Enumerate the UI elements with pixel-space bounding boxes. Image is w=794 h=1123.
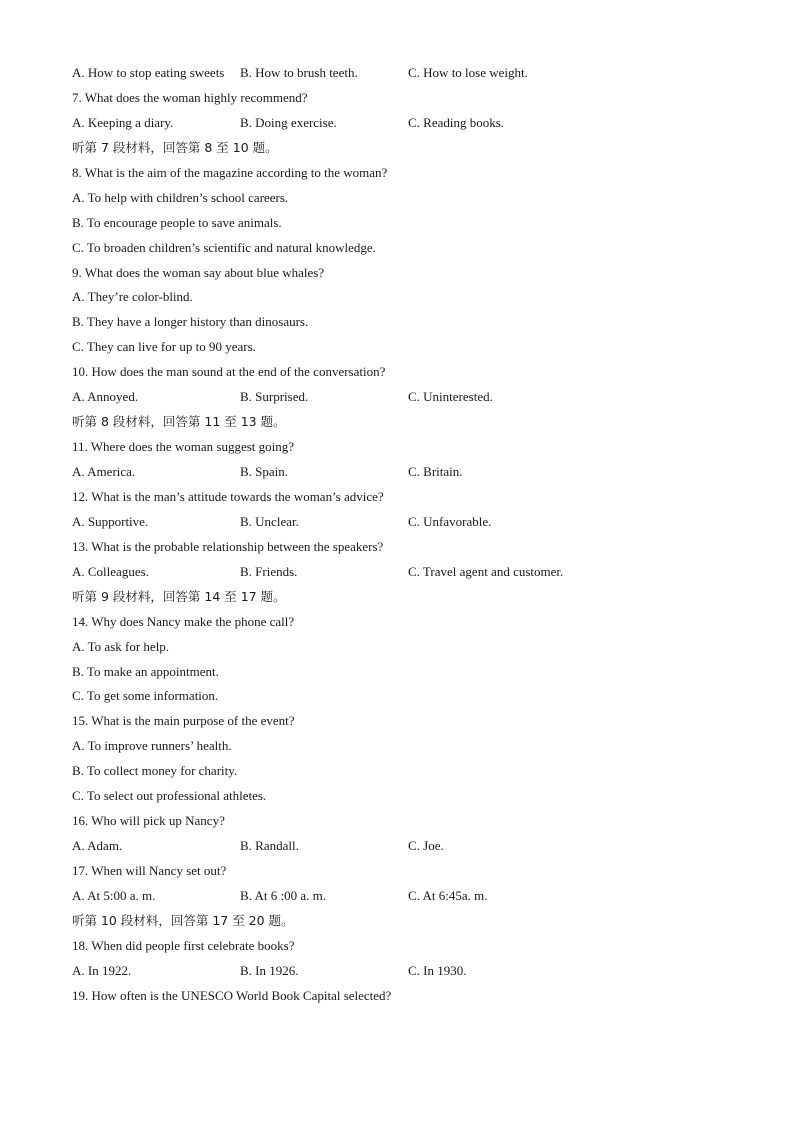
answer-options-row (72, 959, 722, 984)
question-line: A. To help with children’s school careers. (72, 189, 289, 205)
answer-options-row (72, 61, 722, 86)
question-line: B. To collect money for charity. (72, 763, 238, 779)
answer-option: A. Keeping a diary. (72, 114, 174, 130)
question-line: 12. What is the man’s attitude towards the woman’s advice? (72, 488, 384, 504)
question-line: 15. What is the main purpose of the event? (72, 713, 295, 729)
answer-option: B. Randall. (240, 838, 299, 854)
answer-option: B. Spain. (240, 464, 289, 479)
answer-option: B. Friends. (240, 563, 298, 579)
question-line: 19. How often is the UNESCO World Book Capital selected? (72, 987, 392, 1003)
question-line: 17. When will Nancy set out? (72, 863, 227, 878)
question-line: C. To broaden children’s scientific and natural knowledge. (72, 239, 376, 255)
question-line: 16. Who will pick up Nancy? (72, 813, 225, 829)
answer-option: A. Adam. (72, 838, 123, 854)
question-line: C. To select out professional athletes. (72, 788, 267, 804)
answer-option: B. Unclear. (240, 513, 299, 529)
question-line: A. They’re color-blind. (72, 289, 193, 305)
question-line: 7. What does the woman highly recommend? (72, 89, 308, 105)
section-heading: 听第 8 段材料，回答第 11 至 13 题。 (72, 414, 286, 430)
answer-option: C. Britain. (408, 464, 463, 479)
section-heading: 听第 7 段材料，回答第 8 至 10 题。 (72, 139, 278, 155)
answer-option: C. Joe. (408, 838, 444, 854)
answer-options-row (72, 884, 722, 909)
answer-option: A. At 5:00 a. m. (72, 887, 156, 903)
answer-option: A. Supportive. (72, 513, 149, 529)
answer-options-row (72, 111, 722, 136)
answer-option: C. Travel agent and customer. (408, 563, 564, 579)
answer-option: A. In 1922. (72, 962, 132, 978)
question-line: 13. What is the probable relationship between the speakers? (72, 538, 384, 554)
section-heading: 听第 10 段材料，回答第 17 至 20 题。 (72, 912, 294, 928)
answer-option: B. How to brush teeth. (240, 65, 358, 80)
answer-option: B. In 1926. (240, 962, 299, 978)
document-page (72, 61, 722, 1009)
answer-option: C. How to lose weight. (408, 65, 528, 80)
answer-option: A. Annoyed. (72, 389, 139, 405)
answer-options-row (72, 460, 722, 485)
answer-option: A. Colleagues. (72, 563, 149, 579)
question-line: 8. What is the aim of the magazine according to the woman? (72, 164, 388, 180)
answer-options-row (72, 560, 722, 585)
question-line: 11. Where does the woman suggest going? (72, 439, 295, 455)
question-line: B. They have a longer history than dinosaurs. (72, 314, 309, 330)
question-line: 18. When did people first celebrate books? (72, 937, 295, 953)
answer-option: C. Unfavorable. (408, 513, 492, 529)
answer-option: C. Uninterested. (408, 389, 493, 405)
question-line: 10. How does the man sound at the end of the conversation? (72, 364, 386, 380)
question-line: 9. What does the woman say about blue whales? (72, 264, 325, 280)
answer-option: A. America. (72, 464, 136, 479)
answer-option: C. In 1930. (408, 962, 467, 978)
answer-option: B. Surprised. (240, 389, 309, 405)
answer-option: B. Doing exercise. (240, 114, 337, 130)
question-line: B. To make an appointment. (72, 663, 219, 679)
answer-option: C. At 6:45a. m. (408, 887, 488, 903)
answer-option: B. At 6 :00 a. m. (240, 887, 326, 903)
section-heading: 听第 9 段材料，回答第 14 至 17 题。 (72, 588, 286, 604)
answer-options-row (72, 385, 722, 410)
answer-options-row (72, 510, 722, 535)
answer-option: C. Reading books. (408, 114, 505, 130)
question-line: C. They can live for up to 90 years. (72, 339, 256, 355)
question-line: A. To improve runners’ health. (72, 738, 232, 754)
answer-options-row (72, 834, 722, 859)
answer-option: A. How to stop eating sweets (72, 65, 225, 80)
question-line: C. To get some information. (72, 688, 219, 704)
question-line: 14. Why does Nancy make the phone call? (72, 613, 295, 629)
question-line: B. To encourage people to save animals. (72, 214, 282, 230)
question-line: A. To ask for help. (72, 638, 170, 654)
